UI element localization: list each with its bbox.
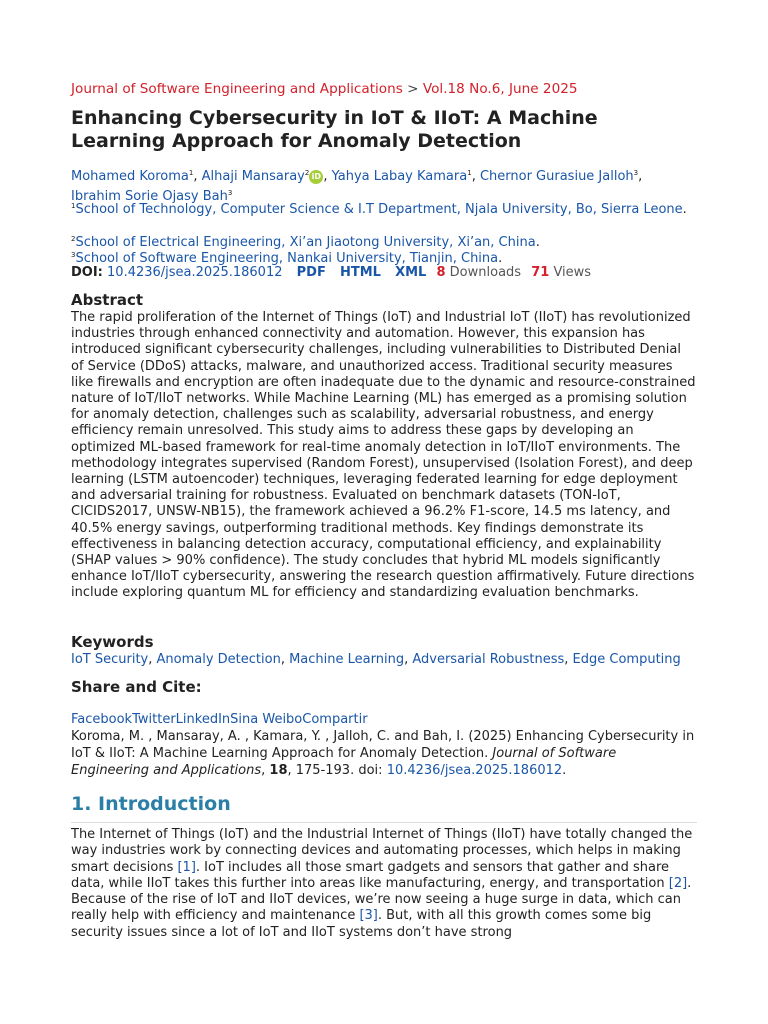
views-label: Views [553, 265, 592, 280]
views-count: 71 [531, 265, 550, 280]
author-affiliation-sup: 1 [188, 169, 194, 177]
doi-bar [71, 264, 591, 281]
affiliation-sup: 1 [71, 202, 76, 210]
affiliation-link[interactable]: School of Technology, Computer Science & I.T Department, Njala University, Bo, Sierra Leone [75, 202, 683, 217]
author-link[interactable]: Ibrahim Sorie Ojasy Bah [71, 189, 228, 204]
breadcrumb-separator: > [407, 81, 419, 97]
affiliation-tail: . [535, 235, 540, 250]
share-twitter-link[interactable]: Twitter [132, 712, 176, 727]
citation-volume: 18 [269, 763, 288, 778]
affiliation-tail: . [682, 202, 687, 217]
affiliation-link[interactable]: School of Electrical Engineering, Xi’an Jiaotong University, Xi’an, China [75, 235, 536, 250]
keyword-link[interactable]: Edge Computing [572, 652, 681, 667]
downloads-count: 8 [436, 265, 446, 280]
keywords-heading: Keywords [71, 633, 154, 651]
breadcrumb-journal-link[interactable]: Journal of Software Engineering and Applications [71, 81, 403, 97]
citation-doi-link[interactable]: 10.4236/jsea.2025.186012 [386, 763, 563, 778]
intro-text-run: . IoT includes all those smart gadgets and sensors that gather and share data, while IIoT takes this further into areas like manufacturing, energy, and transportation [71, 859, 670, 891]
share-weibo-link[interactable]: Sina Weibo [230, 712, 303, 727]
keyword-link[interactable]: Machine Learning [289, 652, 405, 667]
citation-pages: , 175-193. doi: [287, 763, 387, 778]
citation-journal: Journal of Software Engineering and Applications [71, 746, 617, 778]
affiliation-link[interactable]: School of Software Engineering, Nankai University, Tianjin, China [75, 251, 499, 266]
abstract-heading: Abstract [71, 291, 144, 309]
orcid-icon[interactable]: iD [309, 170, 323, 184]
abstract-text: The rapid proliferation of the Internet of Things (IoT) and Industrial IoT (IIoT) has revolutionized industries through enhanced connectivity and automation. However, this expansion has introduced significant cybersecurity challenges, including vulnerabilities to Distributed Denial of Service (DDoS) attacks, malware, and unauthorized access. Traditional security measures like firewalls and encryption are often inadequate due to the dynamic and resource-constrained nature of IoT/IIoT networks. While Machine Learning (ML) has emerged as a promising solution for anomaly detection, challenges such as scalability, adversarial robustness, and energy efficiency remain unresolved. This study aims to address these gaps by developing an optimized ML-based framework for real-time anomaly detection in IoT/IIoT environments. The methodology integrates supervised (Random Forest), unsupervised (Isolation Forest), and deep learning (LSTM autoencoder) techniques, leveraging federated learning for edge deployment and adversarial training for robustness. Evaluated on benchmark datasets (TON-IoT, CICIDS2017, UNSW-NB15), the framework achieved a 96.2% F1-score, 14.5 ms latency, and 40.5% energy savings, outperforming traditional methods. Key findings demonstrate its effectiveness in balancing detection accuracy, computational efficiency, and explainability (SHAP values > 90% confidence). The study concludes that hybrid ML models significantly enhance IoT/IIoT cybersecurity, answering the research question affirmatively. Future directions include exploring quantum ML for efficiency and standardizing evaluation benchmarks. [71, 310, 696, 601]
breadcrumb [71, 80, 578, 98]
doi-link[interactable]: 10.4236/jsea.2025.186012 [107, 265, 283, 280]
keyword-link[interactable]: IoT Security [71, 652, 149, 667]
article-title: Enhancing Cybersecurity in IoT & IIoT: A Machine Learning Approach for Anomaly Detection [71, 107, 598, 152]
affiliation-1 [71, 198, 691, 218]
author-link[interactable]: Yahya Labay Kamara [331, 169, 468, 184]
author-affiliation-sup: 1 [467, 169, 472, 177]
affiliation-sup: 2 [71, 235, 76, 243]
author-affiliation-sup: 3 [633, 169, 639, 177]
introduction-text [71, 827, 696, 941]
keywords-list: IoT Security, Anomaly Detection, Machine Learning, Adversarial Robustness, Edge Computing [71, 652, 681, 667]
keyword-link[interactable]: Anomaly Detection [156, 652, 281, 667]
html-link[interactable]: HTML [339, 265, 381, 280]
share-facebook-link[interactable]: Facebook [71, 712, 133, 727]
xml-link[interactable]: XML [395, 265, 427, 280]
share-heading: Share and Cite: [71, 678, 202, 696]
section-divider [71, 822, 697, 823]
introduction-heading: 1. Introduction [71, 793, 231, 815]
doi-label: DOI: [71, 265, 103, 280]
share-linkedin-link[interactable]: LinkedIn [175, 712, 231, 727]
breadcrumb-issue-link[interactable]: Vol.18 No.6, June 2025 [422, 81, 578, 97]
share-links [71, 711, 368, 728]
pdf-link[interactable]: PDF [296, 265, 326, 280]
intro-text-run: . Because of the rise of IoT and IIoT devices, we’re now seeing a huge surge in data, which can really help with efficiency and maintenance [71, 875, 692, 924]
citation-authors: Koroma, M. , Mansaray, A. , Kamara, Y. , Jalloh, C. and Bah, I. (2025) Enhancing Cybersecurity in IoT & IIoT: A Machine Learning Approach for Anomaly Detection. [71, 729, 695, 761]
affiliation-tail: . [498, 251, 503, 266]
author-link[interactable]: Alhaji Mansaray [201, 169, 305, 184]
keyword-link[interactable]: Adversarial Robustness [412, 652, 565, 667]
reference-link[interactable]: [1] [177, 859, 196, 875]
affiliation-sup: 3 [71, 251, 76, 259]
author-affiliation-sup: 2 [304, 169, 310, 177]
reference-link[interactable]: [3] [359, 908, 378, 924]
intro-text-run: . But, with all this growth comes some big security issues since a lot of IoT and IIoT systems don’t have strong [71, 908, 652, 940]
reference-link[interactable]: [2] [668, 875, 688, 891]
downloads-label: Downloads [449, 265, 522, 280]
citation-text: Koroma, M. , Mansaray, A. , Kamara, Y. , Jalloh, C. and Bah, I. (2025) Enhancing Cybersecurity in IoT & IIoT: A Machine Learning Approach for Anomaly Detection. Journal of Software Engineering and Applications, 18, 175-193. doi: 10.4236/jsea.2025.186012. [71, 729, 695, 778]
share-compartir-link[interactable]: Compartir [302, 712, 368, 727]
citation-end: . [562, 763, 567, 778]
author-list: Mohamed Koroma$^1$, Alhaji Mansaray$^2$ iD , Yahya Labay Kamara$^1$, Chernor Gurasiue Jalloh$^3$, Ibrahim Sorie Ojasy Bah$^3$ [71, 169, 643, 204]
author-link[interactable]: Chernor Gurasiue Jalloh [479, 169, 634, 184]
author-affiliation-sup: 3 [227, 189, 233, 197]
author-link[interactable]: Mohamed Koroma [71, 169, 189, 184]
intro-text-run: The Internet of Things (IoT) and the Industrial Internet of Things (IIoT) have totally changed the way industries work by connecting devices and automating processes, which helps in making smart decisions [71, 827, 693, 875]
